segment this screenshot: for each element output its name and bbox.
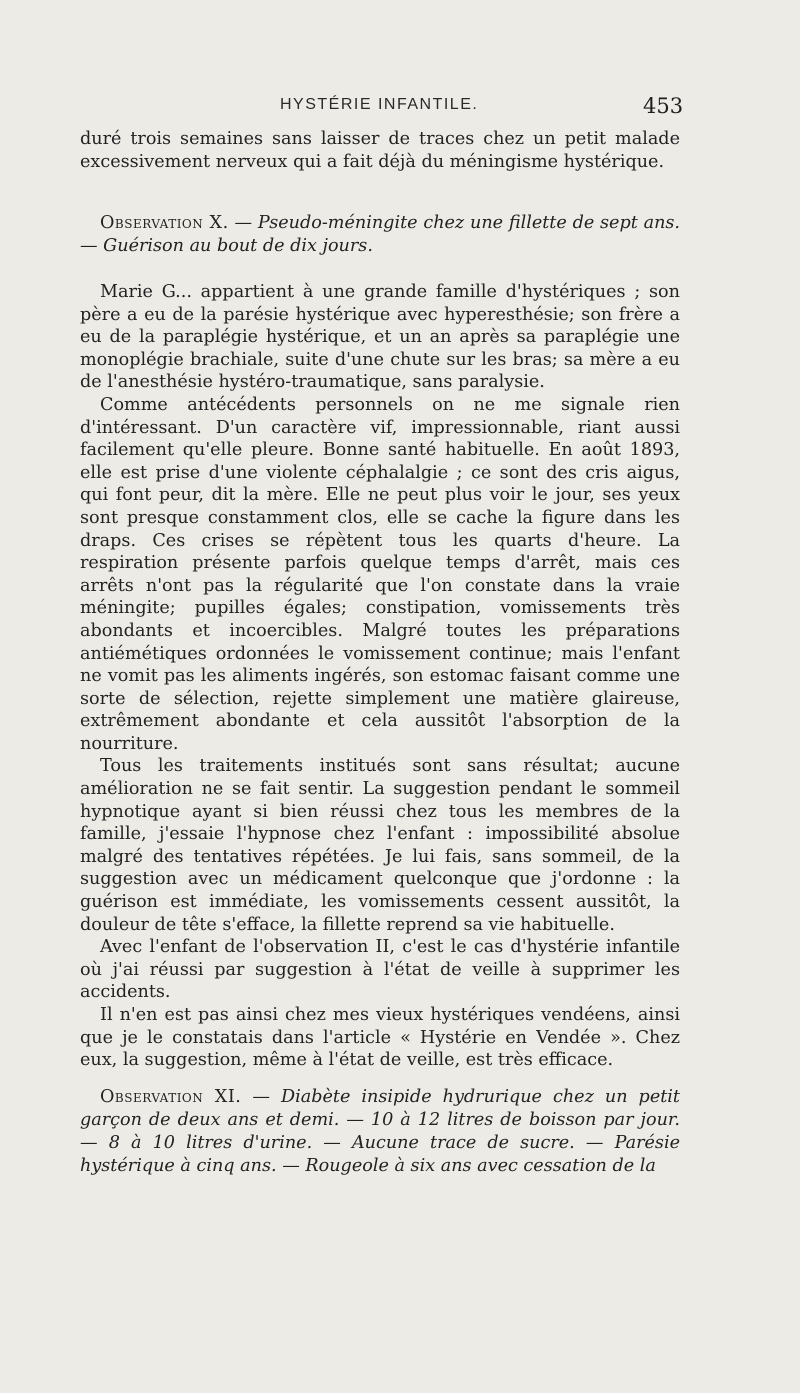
paragraph-case-description: Comme antécédents personnels on ne me signale rien d'intéressant. D'un caractère vif, impressionnable, riant aussi facilement qu'elle pleure. Bonne santé habituelle. En août 1893, elle est prise d'une violente céphalalgie ; ce sont des cris aigus, qui font peur, dit la mère. Elle ne peut plus voir le jour, ses yeux sont presque constamment clos, elle se cache la figure dans les draps. Ces crises se répètent tous les quarts d'heure. La respiration présente parfois quelque temps d'arrêt, mais ces arrêts n'ont pas la régularité que l'on constate dans la vraie méningite; pupilles égales; constipation, vomissements très abondants et incoercibles. Malgré toutes les préparations antiémétiques ordonnées le vomissement continue; mais l'enfant ne vomit pas les aliments ingérés, son estomac faisant comme une sorte de sélection, rejette simplement une matière glaireuse, extrêmement abondante et cela aussitôt l'absorption de la nourriture. <box>80 394 680 754</box>
intro-paragraph: duré trois semaines sans laisser de traces chez un petit malade excessivement nerveux qui a fait déjà du méningisme hystérique. <box>80 129 680 172</box>
paragraph-family-history: Marie G... appartient à une grande famille d'hystériques ; son père a eu de la parésie hystérique avec hyperesthésie; son frère a eu de la paraplégie hystérique, et un an après sa paraplégie une monoplégie brachiale, suite d'une chute sur les bras; sa mère a eu de l'anesthésie hystéro-traumatique, sans paralysie. <box>80 282 680 393</box>
running-title: HYSTÉRIE INFANTILE. <box>280 96 479 113</box>
paragraph-treatment: Tous les traitements institués sont sans résultat; aucune amélioration ne se fait sentir. La suggestion pendant le sommeil hypnotique ayant si bien réussi chez tous les membres de la famille, j'essaie l'hypnose chez l'enfant : impossibilité absolue malgré des tentatives répétées. Je lui fais, sans sommeil, de la suggestion avec un médicament quelconque que j'ordonne : la guérison est immédiate, les vomissements cessent aussitôt, la douleur de tête s'efface, la fillette reprend sa vie habituelle. <box>80 756 680 935</box>
observation-x-label: Observation X. <box>100 213 229 233</box>
observation-x-heading <box>80 212 680 258</box>
observation-x-title: — Pseudo-méningite chez une fillette de sept ans. — Guérison au bout de dix jours. <box>80 213 681 256</box>
observation-xi-title: — Diabète insipide hydrurique chez un petit garçon de deux ans et demi. — 10 à 12 litres de boisson par jour. — 8 à 10 litres d'urine. — Aucune trace de sucre. — Parésie hystérique à cinq ans. — Rougeole à six ans avec cessation de la <box>80 1087 680 1176</box>
intro-text <box>80 128 680 173</box>
page-header <box>0 94 800 122</box>
observation-xi-label: Observation XI. <box>100 1087 242 1107</box>
body-text <box>80 281 680 1072</box>
paragraph-vendee: Il n'en est pas ainsi chez mes vieux hystériques vendéens, ainsi que je le constatais dans l'article « Hystérie en Vendée ». Chez eux, la suggestion, même à l'état de veille, est très efficace. <box>80 1005 680 1071</box>
page-number: 453 <box>643 94 684 118</box>
observation-xi-heading <box>80 1086 680 1178</box>
paragraph-observation-ii: Avec l'enfant de l'observation II, c'est le cas d'hystérie infantile où j'ai réussi par suggestion à l'état de veille à supprimer les accidents. <box>80 937 680 1003</box>
